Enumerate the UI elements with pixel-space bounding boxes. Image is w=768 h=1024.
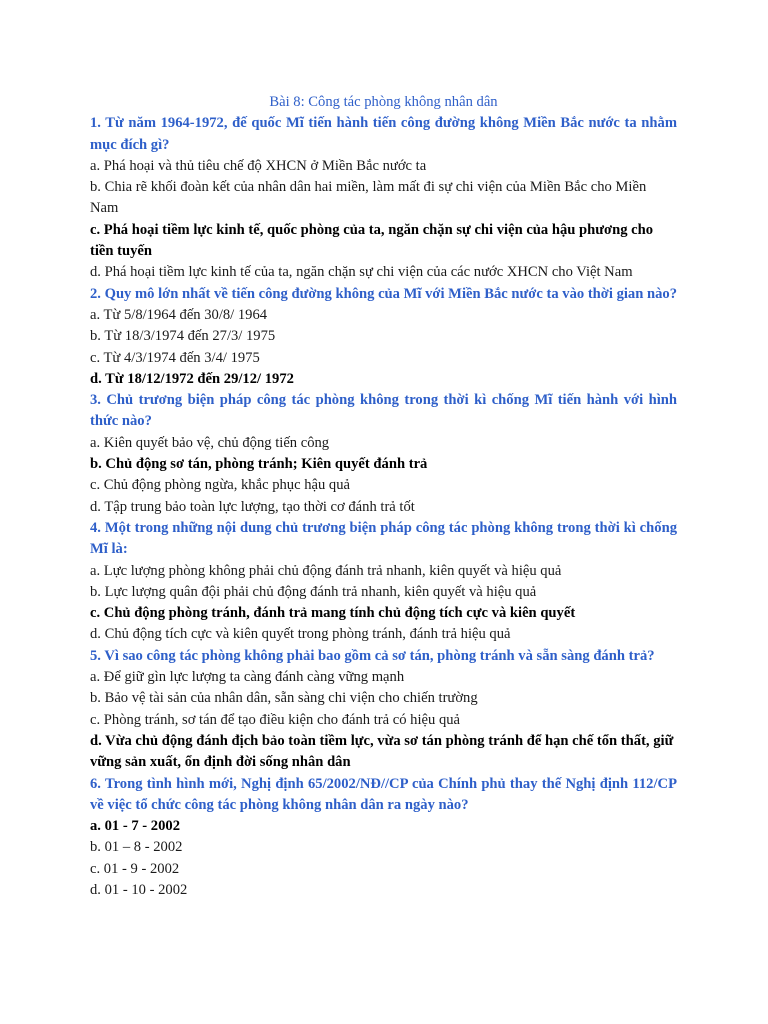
question-3: 3. Chủ trương biện pháp công tác phòng không trong thời kì chống Mĩ tiến hành với hình thức nào?: [90, 392, 677, 430]
correct-answer-option: d. Vừa chủ động đánh địch bảo toàn tiềm lực, vừa sơ tán phòng tránh để hạn chế tổn thất, giữ vững sản xuất, ổn định đời sống nhân dân: [90, 732, 674, 771]
answer-option: c. Chủ động phòng ngừa, khắc phục hậu quả: [90, 477, 351, 494]
question-4: 4. Một trong những nội dung chủ trương biện pháp công tác phòng không trong thời kì chống Mĩ là:: [90, 519, 677, 558]
correct-answer-option: c. Phá hoại tiềm lực kinh tế, quốc phòng của ta, ngăn chặn sự chi viện của hậu phương cho tiền tuyến: [90, 221, 654, 260]
question-5: 5. Vì sao công tác phòng không phải bao gồm cả sơ tán, phòng tránh và sẵn sàng đánh trả?: [90, 647, 655, 664]
answer-option: a. Phá hoại và thủ tiêu chế độ XHCN ở Miền Bắc nước ta: [90, 157, 427, 174]
answer-option: a. Kiên quyết bảo vệ, chủ động tiến công: [90, 434, 330, 451]
question-1: 1. Từ năm 1964-1972, đế quốc Mĩ tiến hành tiến công đường không Miền Bắc nước ta nhằm mục đích gì?: [90, 115, 677, 153]
answer-option: a. Để giữ gìn lực lượng ta càng đánh càng vững mạnh: [90, 669, 405, 686]
answer-option: c. Phòng tránh, sơ tán để tạo điều kiện cho đánh trả có hiệu quả: [90, 711, 461, 728]
correct-answer-option: a. 01 - 7 - 2002: [90, 818, 180, 835]
question-list: [90, 113, 677, 901]
document-body: [90, 92, 677, 901]
answer-option: b. Bảo vệ tài sản của nhân dân, sẵn sàng chi viện cho chiến trường: [90, 690, 478, 707]
answer-option: d. Chủ động tích cực và kiên quyết trong phòng tránh, đánh trả hiệu quả: [90, 626, 511, 643]
correct-answer-option: d. Từ 18/12/1972 đến 29/12/ 1972: [90, 370, 294, 387]
question-6: 6. Trong tình hình mới, Nghị định 65/2002/NĐ//CP của Chính phủ thay thế Nghị định 112/CP về việc tổ chức công tác phòng không nhân dân ra ngày nào?: [90, 775, 677, 813]
answer-option: d. Phá hoại tiềm lực kinh tế của ta, ngăn chặn sự chi viện của các nước XHCN cho Việt Nam: [90, 264, 633, 281]
answer-option: c. 01 - 9 - 2002: [90, 860, 180, 877]
answer-option: b. 01 – 8 - 2002: [90, 839, 183, 856]
answer-option: d. Tập trung bảo toàn lực lượng, tạo thời cơ đánh trả tốt: [90, 498, 415, 515]
correct-answer-option: b. Chủ động sơ tán, phòng tránh; Kiên quyết đánh trả: [90, 456, 428, 473]
page-title: Bài 8: Công tác phòng không nhân dân: [269, 94, 498, 110]
answer-option: a. Từ 5/8/1964 đến 30/8/ 1964: [90, 306, 268, 323]
answer-option: b. Từ 18/3/1974 đến 27/3/ 1975: [90, 328, 276, 345]
answer-option: b. Lực lượng quân đội phải chủ động đánh trả nhanh, kiên quyết và hiệu quả: [90, 583, 537, 600]
answer-option: b. Chia rẽ khối đoàn kết của nhân dân hai miền, làm mất đi sự chi viện của Miền Bắc cho Miền Nam: [90, 179, 647, 217]
answer-option: d. 01 - 10 - 2002: [90, 881, 188, 898]
answer-option: c. Từ 4/3/1974 đến 3/4/ 1975: [90, 349, 260, 366]
correct-answer-option: c. Chủ động phòng tránh, đánh trả mang tính chủ động tích cực và kiên quyết: [90, 605, 576, 622]
answer-option: a. Lực lượng phòng không phải chủ động đánh trả nhanh, kiên quyết và hiệu quả: [90, 562, 562, 579]
question-2: 2. Quy mô lớn nhất về tiến công đường không của Mĩ với Miền Bắc nước ta vào thời gian nào?: [90, 285, 677, 302]
